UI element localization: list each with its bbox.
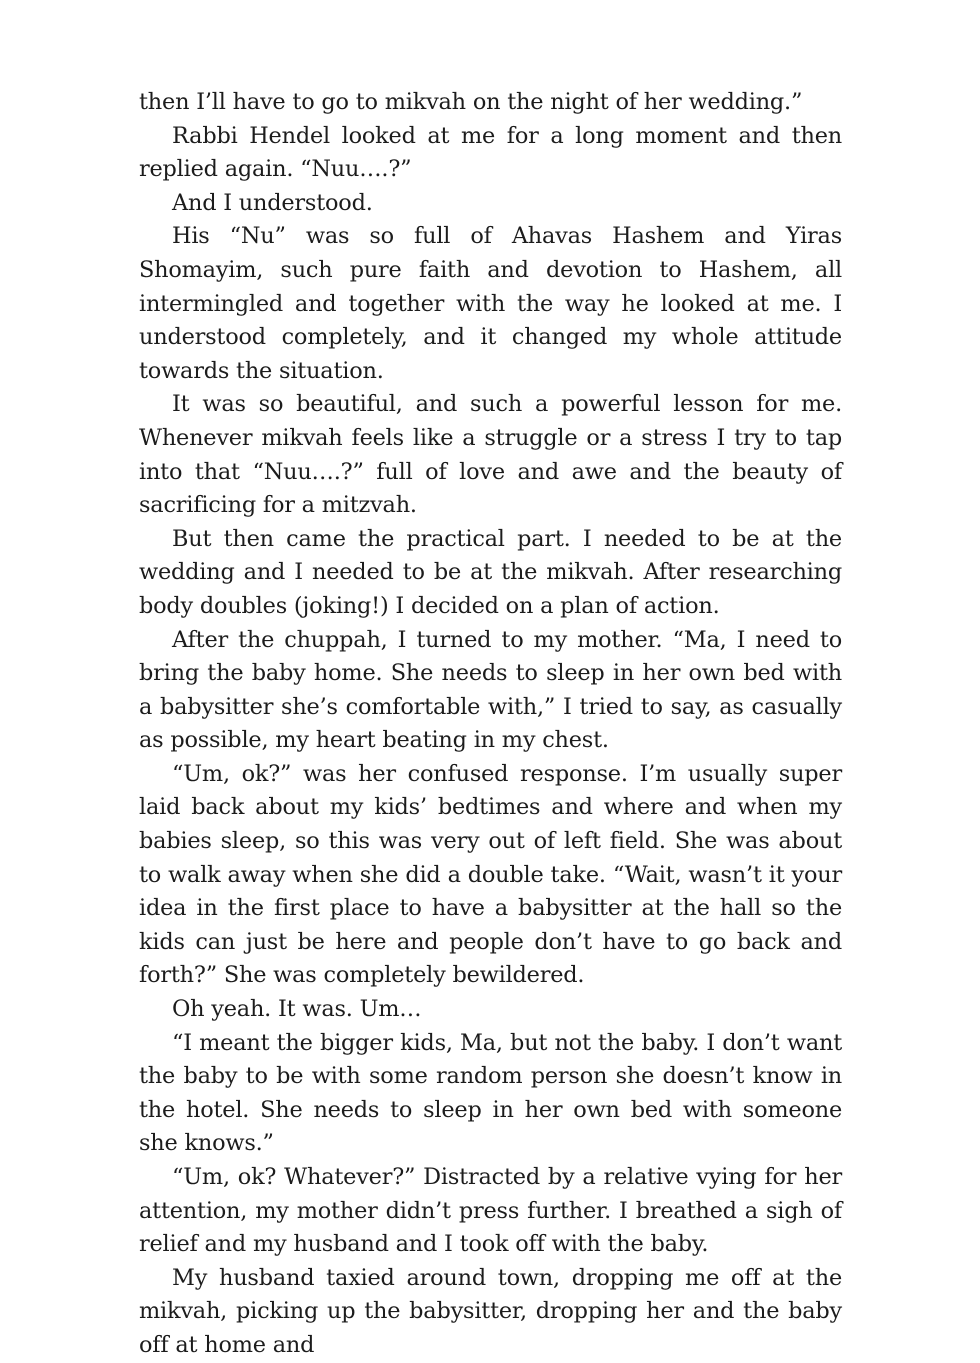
paragraph: “Um, ok?” was her confused response. I’m usually super laid back about my kids’ bedtimes and where and when my babies sleep, so this was very out of left field. She was about to walk away when she did a double take. “Wait, wasn’t it your idea in the first place to have a babysitter at the hall so the kids can just be here and people don’t have to go back and forth?” She was completely bewildered. xyxy=(139,760,842,989)
paragraph: “Um, ok? Whatever?” Distracted by a relative vying for her attention, my mother didn’t press further. I breathed a sigh of relief and my husband and I took off with the baby. xyxy=(139,1164,842,1258)
paragraph-continuation: then I’ll have to go to mikvah on the night of her wedding.” xyxy=(139,89,803,115)
paragraph: Rabbi Hendel looked at me for a long moment and then replied again. “Nuu….?” xyxy=(139,122,842,183)
paragraph: It was so beautiful, and such a powerful lesson for me. Whenever mikvah feels like a struggle or a stress I try to tap into that “Nuu….?” full of love and awe and the beauty of sacrificing for a mitzvah. xyxy=(139,391,842,519)
paragraph: My husband taxied around town, dropping me off at the mikvah, picking up the babysitter, dropping her and the baby off at home and xyxy=(139,1264,842,1358)
paragraph: His “Nu” was so full of Ahavas Hashem and Yiras Shomayim, such pure faith and devotion to Hashem, all intermingled and together with the way he looked at me. I understood completely, and it changed my whole attitude towards the situation. xyxy=(139,223,842,384)
book-page xyxy=(139,86,842,1363)
paragraph: “I meant the bigger kids, Ma, but not the baby. I don’t want the baby to be with some random person she doesn’t know in the hotel. She needs to sleep in her own bed with someone she knows.” xyxy=(139,1029,842,1157)
paragraph: And I understood. xyxy=(172,189,373,216)
paragraph: But then came the practical part. I needed to be at the wedding and I needed to be at the mikvah. After researching body doubles (joking!) I decided on a plan of action. xyxy=(139,525,842,619)
paragraph: After the chuppah, I turned to my mother. “Ma, I need to bring the baby home. She needs to sleep in her own bed with a babysitter she’s comfortable with,” I tried to say, as casually as possible, my heart beating in my chest. xyxy=(139,626,842,754)
paragraph: Oh yeah. It was. Um… xyxy=(172,996,422,1023)
